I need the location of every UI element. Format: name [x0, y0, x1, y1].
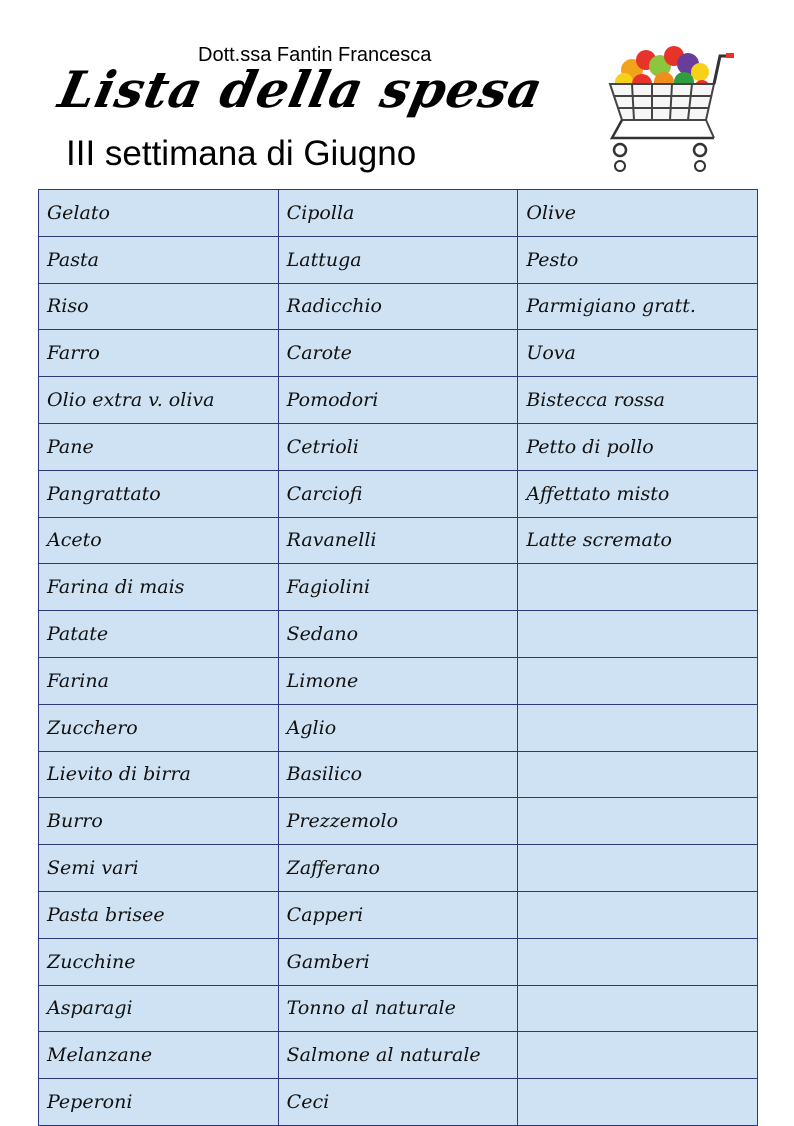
list-item: Aglio	[278, 704, 518, 751]
list-item: Zucchero	[39, 704, 279, 751]
list-item: Peperoni	[39, 1079, 279, 1126]
table-row	[39, 891, 758, 938]
list-item: Lattuga	[278, 236, 518, 283]
list-item	[518, 564, 758, 611]
list-item: Sedano	[278, 611, 518, 658]
list-item	[518, 891, 758, 938]
list-item: Lievito di birra	[39, 751, 279, 798]
list-item: Capperi	[278, 891, 518, 938]
list-item: Riso	[39, 283, 279, 330]
table-row	[39, 938, 758, 985]
shopping-cart-with-fruits-icon	[602, 42, 742, 174]
list-item: Aceto	[39, 517, 279, 564]
list-item: Bistecca rossa	[518, 377, 758, 424]
list-item: Zafferano	[278, 845, 518, 892]
table-row	[39, 330, 758, 377]
list-item: Cetrioli	[278, 423, 518, 470]
table-row	[39, 377, 758, 424]
list-item: Radicchio	[278, 283, 518, 330]
table-row	[39, 283, 758, 330]
list-item: Carciofi	[278, 470, 518, 517]
page-subtitle: III settimana di Giugno	[66, 134, 417, 173]
list-item: Gelato	[39, 190, 279, 237]
table-row	[39, 657, 758, 704]
list-item: Farina di mais	[39, 564, 279, 611]
list-item: Asparagi	[39, 985, 279, 1032]
list-item: Tonno al naturale	[278, 985, 518, 1032]
list-item: Pasta brisee	[39, 891, 279, 938]
author-name: Dott.ssa Fantin Francesca	[198, 44, 432, 66]
list-item: Pomodori	[278, 377, 518, 424]
list-item: Burro	[39, 798, 279, 845]
shopping-list-body	[39, 190, 758, 1126]
list-item	[518, 704, 758, 751]
shopping-list-table	[38, 189, 758, 1126]
list-item	[518, 1079, 758, 1126]
list-item: Olio extra v. oliva	[39, 377, 279, 424]
table-row	[39, 845, 758, 892]
list-item: Semi vari	[39, 845, 279, 892]
list-item: Carote	[278, 330, 518, 377]
list-item: Melanzane	[39, 1032, 279, 1079]
list-item: Farro	[39, 330, 279, 377]
table-row	[39, 611, 758, 658]
list-item: Parmigiano gratt.	[518, 283, 758, 330]
table-row	[39, 190, 758, 237]
list-item: Ravanelli	[278, 517, 518, 564]
list-item: Petto di pollo	[518, 423, 758, 470]
list-item: Olive	[518, 190, 758, 237]
page-title: Lista della spesa	[53, 60, 549, 119]
list-item: Pane	[39, 423, 279, 470]
list-item: Ceci	[278, 1079, 518, 1126]
list-item: Zucchine	[39, 938, 279, 985]
table-row	[39, 517, 758, 564]
list-item: Prezzemolo	[278, 798, 518, 845]
list-item: Basilico	[278, 751, 518, 798]
list-item	[518, 845, 758, 892]
list-item: Farina	[39, 657, 279, 704]
list-item	[518, 657, 758, 704]
list-item	[518, 1032, 758, 1079]
table-row	[39, 985, 758, 1032]
table-row	[39, 1032, 758, 1079]
list-item: Limone	[278, 657, 518, 704]
list-item: Patate	[39, 611, 279, 658]
list-item	[518, 611, 758, 658]
list-item	[518, 798, 758, 845]
table-row	[39, 798, 758, 845]
list-item: Pasta	[39, 236, 279, 283]
list-item: Affettato misto	[518, 470, 758, 517]
list-item: Gamberi	[278, 938, 518, 985]
list-item: Uova	[518, 330, 758, 377]
table-row	[39, 1079, 758, 1126]
list-item: Pesto	[518, 236, 758, 283]
table-row	[39, 423, 758, 470]
table-row	[39, 704, 758, 751]
table-row	[39, 470, 758, 517]
list-item: Cipolla	[278, 190, 518, 237]
list-item	[518, 938, 758, 985]
list-item: Salmone al naturale	[278, 1032, 518, 1079]
list-item: Fagiolini	[278, 564, 518, 611]
table-row	[39, 564, 758, 611]
list-item	[518, 985, 758, 1032]
list-item	[518, 751, 758, 798]
list-item: Pangrattato	[39, 470, 279, 517]
list-item: Latte scremato	[518, 517, 758, 564]
table-row	[39, 751, 758, 798]
table-row	[39, 236, 758, 283]
